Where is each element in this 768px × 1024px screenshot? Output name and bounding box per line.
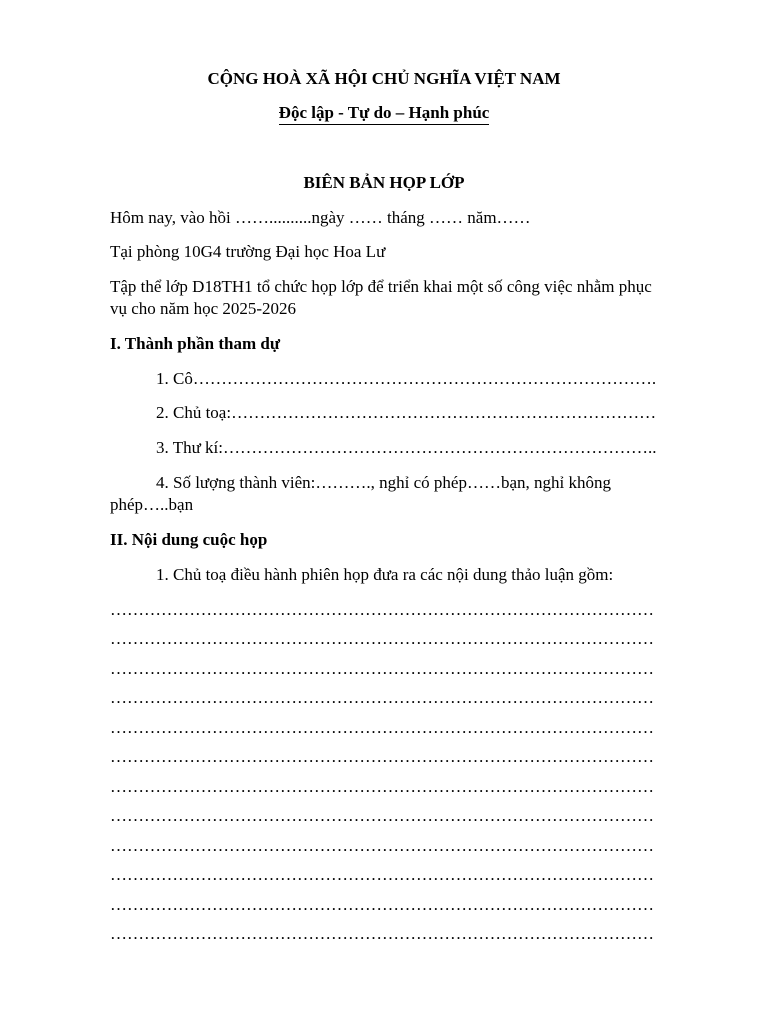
dotted-line: …………………………………………………………………………………… (110, 659, 654, 678)
dotted-line: …………………………………………………………………………………… (110, 718, 654, 737)
document-title: BIÊN BẢN HỌP LỚP (303, 173, 465, 192)
dotted-line: …………………………………………………………………………………… (110, 747, 654, 766)
dotted-line: …………………………………………………………………………………… (110, 777, 654, 796)
dotted-line: …………………………………………………………………………………… (110, 688, 654, 707)
dotted-line: …………………………………………………………………………………… (110, 865, 654, 884)
country-header: CỘNG HOÀ XÃ HỘI CHỦ NGHĨA VIỆT NAM (207, 69, 561, 88)
dotted-line: …………………………………………………………………………………… (110, 924, 654, 943)
attendee-item-3: 3. Thư kí:………………………………………………………………….. (156, 438, 657, 457)
place-line: Tại phòng 10G4 trường Đại học Hoa Lư (110, 242, 386, 261)
content-item-1: 1. Chủ toạ điều hành phiên họp đưa ra các nội dung thảo luận gồm: (156, 565, 614, 584)
purpose-line-2: vụ cho năm học 2025-2026 (110, 299, 297, 318)
attendee-item-4-cont: phép…..bạn (110, 495, 194, 514)
section2-heading: II. Nội dung cuộc họp (110, 530, 268, 549)
time-line: Hôm nay, vào hồi ……..........ngày …… tháng …… năm…… (110, 208, 531, 227)
section1-heading: I. Thành phần tham dự (110, 334, 281, 353)
dotted-line: …………………………………………………………………………………… (110, 836, 654, 855)
attendee-item-2: 2. Chủ toạ:………………………………………………………………… (156, 403, 657, 422)
dotted-line: …………………………………………………………………………………… (110, 600, 654, 619)
dotted-line: …………………………………………………………………………………… (110, 895, 654, 914)
attendee-item-1: 1. Cô………………………………………………………………………. (156, 369, 657, 388)
dotted-line: …………………………………………………………………………………… (110, 629, 654, 648)
attendee-item-4: 4. Số lượng thành viên:………., nghỉ có phép……bạn, nghỉ không (156, 473, 611, 492)
motto-text: Độc lập - Tự do – Hạnh phúc (279, 103, 490, 125)
purpose-line-1: Tập thể lớp D18TH1 tổ chức họp lớp để triển khai một số công việc nhằm phục (110, 277, 652, 296)
dotted-line: …………………………………………………………………………………… (110, 806, 654, 825)
motto-line (0, 102, 768, 125)
